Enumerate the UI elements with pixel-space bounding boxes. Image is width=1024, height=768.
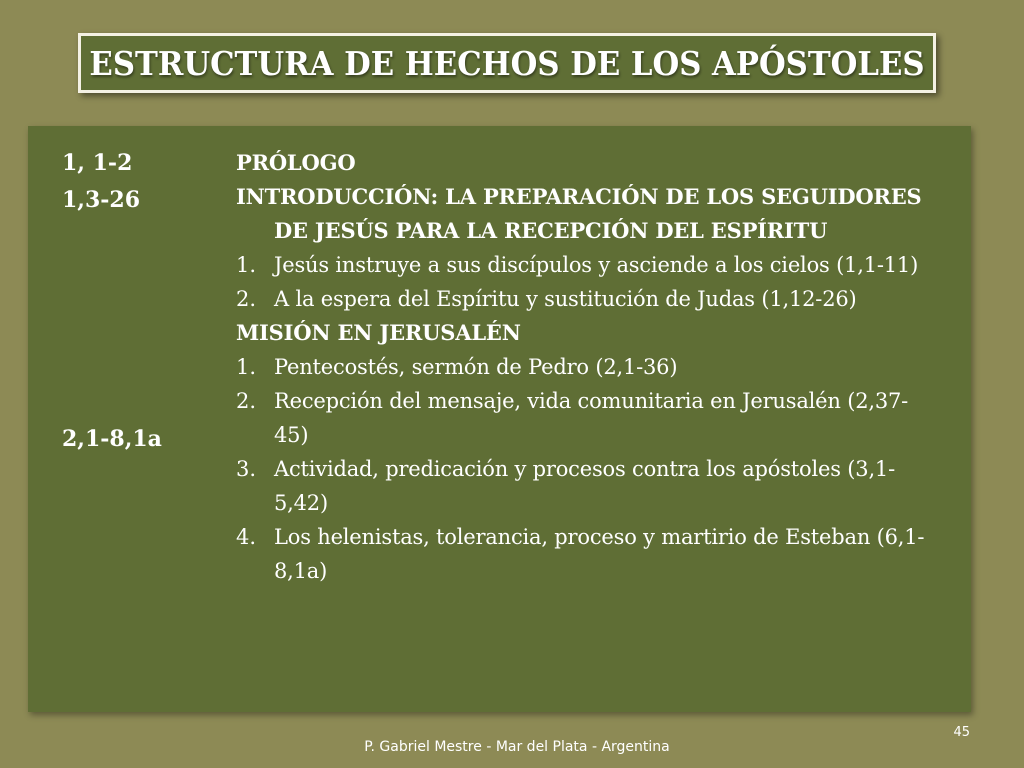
list-item — [236, 384, 936, 452]
list-item-text: Jesús instruye a sus discípulos y asciende a los cielos (1,1-11) — [274, 253, 919, 277]
list-item-text: Los helenistas, tolerancia, proceso y martirio de Esteban (6,1-8,1a) — [274, 525, 925, 583]
list-item-text: Recepción del mensaje, vida comunitaria en Jerusalén (2,37-45) — [274, 389, 909, 447]
section-heading-prologue: PRÓLOGO — [236, 150, 356, 175]
list-item — [236, 452, 936, 520]
reference-introduction: 1,3-26 — [62, 187, 141, 213]
list-item-text: Actividad, predicación y procesos contra los apóstoles (3,1-5,42) — [274, 457, 895, 515]
list-item-number: 4. — [236, 525, 257, 549]
slide-number: 45 — [953, 725, 970, 740]
list-item-text: A la espera del Espíritu y sustitución de Judas (1,12-26) — [274, 287, 857, 311]
list-item — [236, 248, 936, 282]
list-item — [236, 520, 936, 588]
list-item-text: Pentecostés, sermón de Pedro (2,1-36) — [274, 355, 678, 379]
reference-prologue: 1, 1-2 — [62, 150, 133, 176]
list-item-number: 3. — [236, 457, 257, 481]
list-item-number: 1. — [236, 355, 257, 379]
list-item-number: 1. — [236, 253, 257, 277]
structure-outline — [236, 146, 936, 588]
section-heading-introduction: INTRODUCCIÓN: LA PREPARACIÓN DE LOS SEGUIDORES DE JESÚS PARA LA RECEPCIÓN DEL ESPÍRITU — [236, 184, 922, 243]
section-heading-mission: MISIÓN EN JERUSALÉN — [236, 320, 521, 345]
list-item — [236, 282, 936, 316]
list-item — [236, 350, 936, 384]
slide-title-box — [78, 33, 936, 93]
list-item-number: 2. — [236, 287, 257, 311]
reference-mission: 2,1-8,1a — [62, 426, 162, 452]
list-item-number: 2. — [236, 389, 257, 413]
footer-credit: P. Gabriel Mestre - Mar del Plata - Argentina — [364, 739, 670, 755]
slide-title: ESTRUCTURA DE HECHOS DE LOS APÓSTOLES — [89, 43, 925, 83]
